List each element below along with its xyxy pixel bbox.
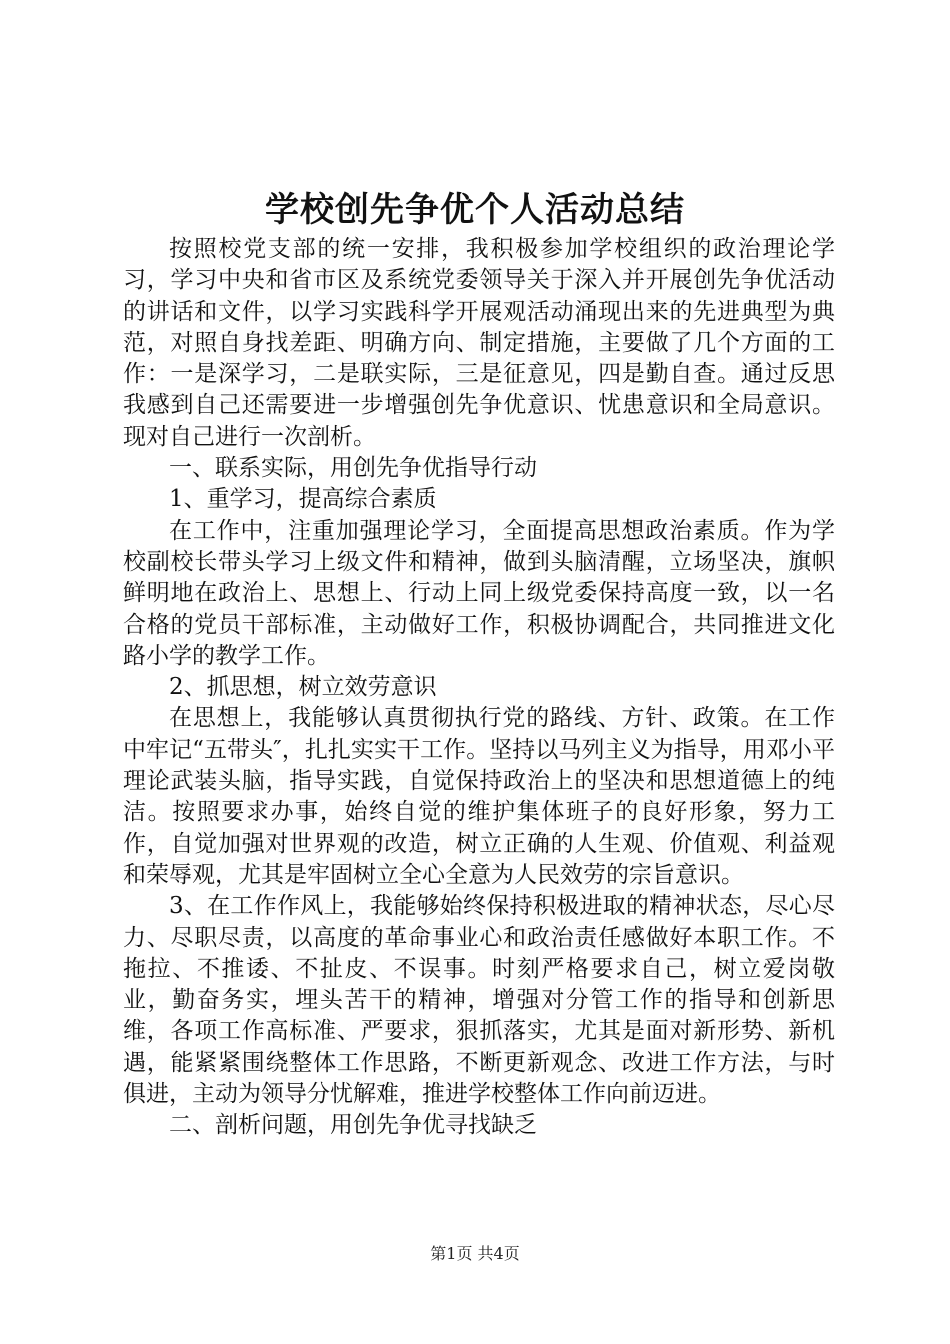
- subsection-heading-2: 2、抓思想，树立效劳意识: [169, 674, 437, 701]
- document-body: [123, 234, 835, 1142]
- section-heading-1: 一、联系实际，用创先争优指导行动: [169, 455, 537, 482]
- subsection-heading-1: 1、重学习，提高综合素质: [169, 486, 437, 513]
- page-footer: 第1页 共4页: [430, 1244, 520, 1263]
- paragraph-thought: 在思想上，我能够认真贯彻执行党的路线、方针、政策。在工作中牢记“五带头″，扎扎实实干工作。坚持以马列主义为指导，用邓小平理论武装头脑，指导实践，自觉保持政治上的坚决和思想道德上的纯洁。按照要求办事，始终自觉的维护集体班子的良好形象，努力工作，自觉加强对世界观的改造，树立正确的人生观、价值观、利益观和荣辱观，尤其是牢固树立全心全意为人民效劳的宗旨意识。: [123, 705, 835, 888]
- paragraph-study: 在工作中，注重加强理论学习，全面提高思想政治素质。作为学校副校长带头学习上级文件和精神，做到头脑清醒，立场坚决，旗帜鲜明地在政治上、思想上、行动上同上级党委保持高度一致，以一名合格的党员干部标准，主动做好工作，积极协调配合，共同推进文化路小学的教学工作。: [123, 517, 835, 669]
- paragraph-intro: 按照校党支部的统一安排，我积极参加学校组织的政治理论学习，学习中央和省市区及系统党委领导关于深入并开展创先争优活动的讲话和文件，以学习实践科学开展观活动涌现出来的先进典型为典范，对照自身找差距、明确方向、制定措施，主要做了几个方面的工作：一是深学习，二是联实际，三是征意见，四是勤自查。通过反思我感到自己还需要进一步增强创先争优意识、忧患意识和全局意识。现对自己进行一次剖析。: [123, 236, 835, 450]
- section-heading-2: 二、剖析问题，用创先争优寻找缺乏: [169, 1112, 537, 1139]
- paragraph-work-style: 3、在工作作风上，我能够始终保持积极进取的精神状态，尽心尽力、尽职尽责，以高度的革命事业心和政治责任感做好本职工作。不拖拉、不推诿、不扯皮、不误事。时刻严格要求自己，树立爱岗敬业，勤奋务实，埋头苦干的精神，增强对分管工作的指导和创新思维，各项工作高标准、严要求，狠抓落实，尤其是面对新形势、新机遇，能紧紧围绕整体工作思路，不断更新观念、改进工作方法，与时俱进，主动为领导分忧解难，推进学校整体工作向前迈进。: [123, 893, 835, 1108]
- document-title: 学校创先争优个人活动总结: [265, 190, 685, 230]
